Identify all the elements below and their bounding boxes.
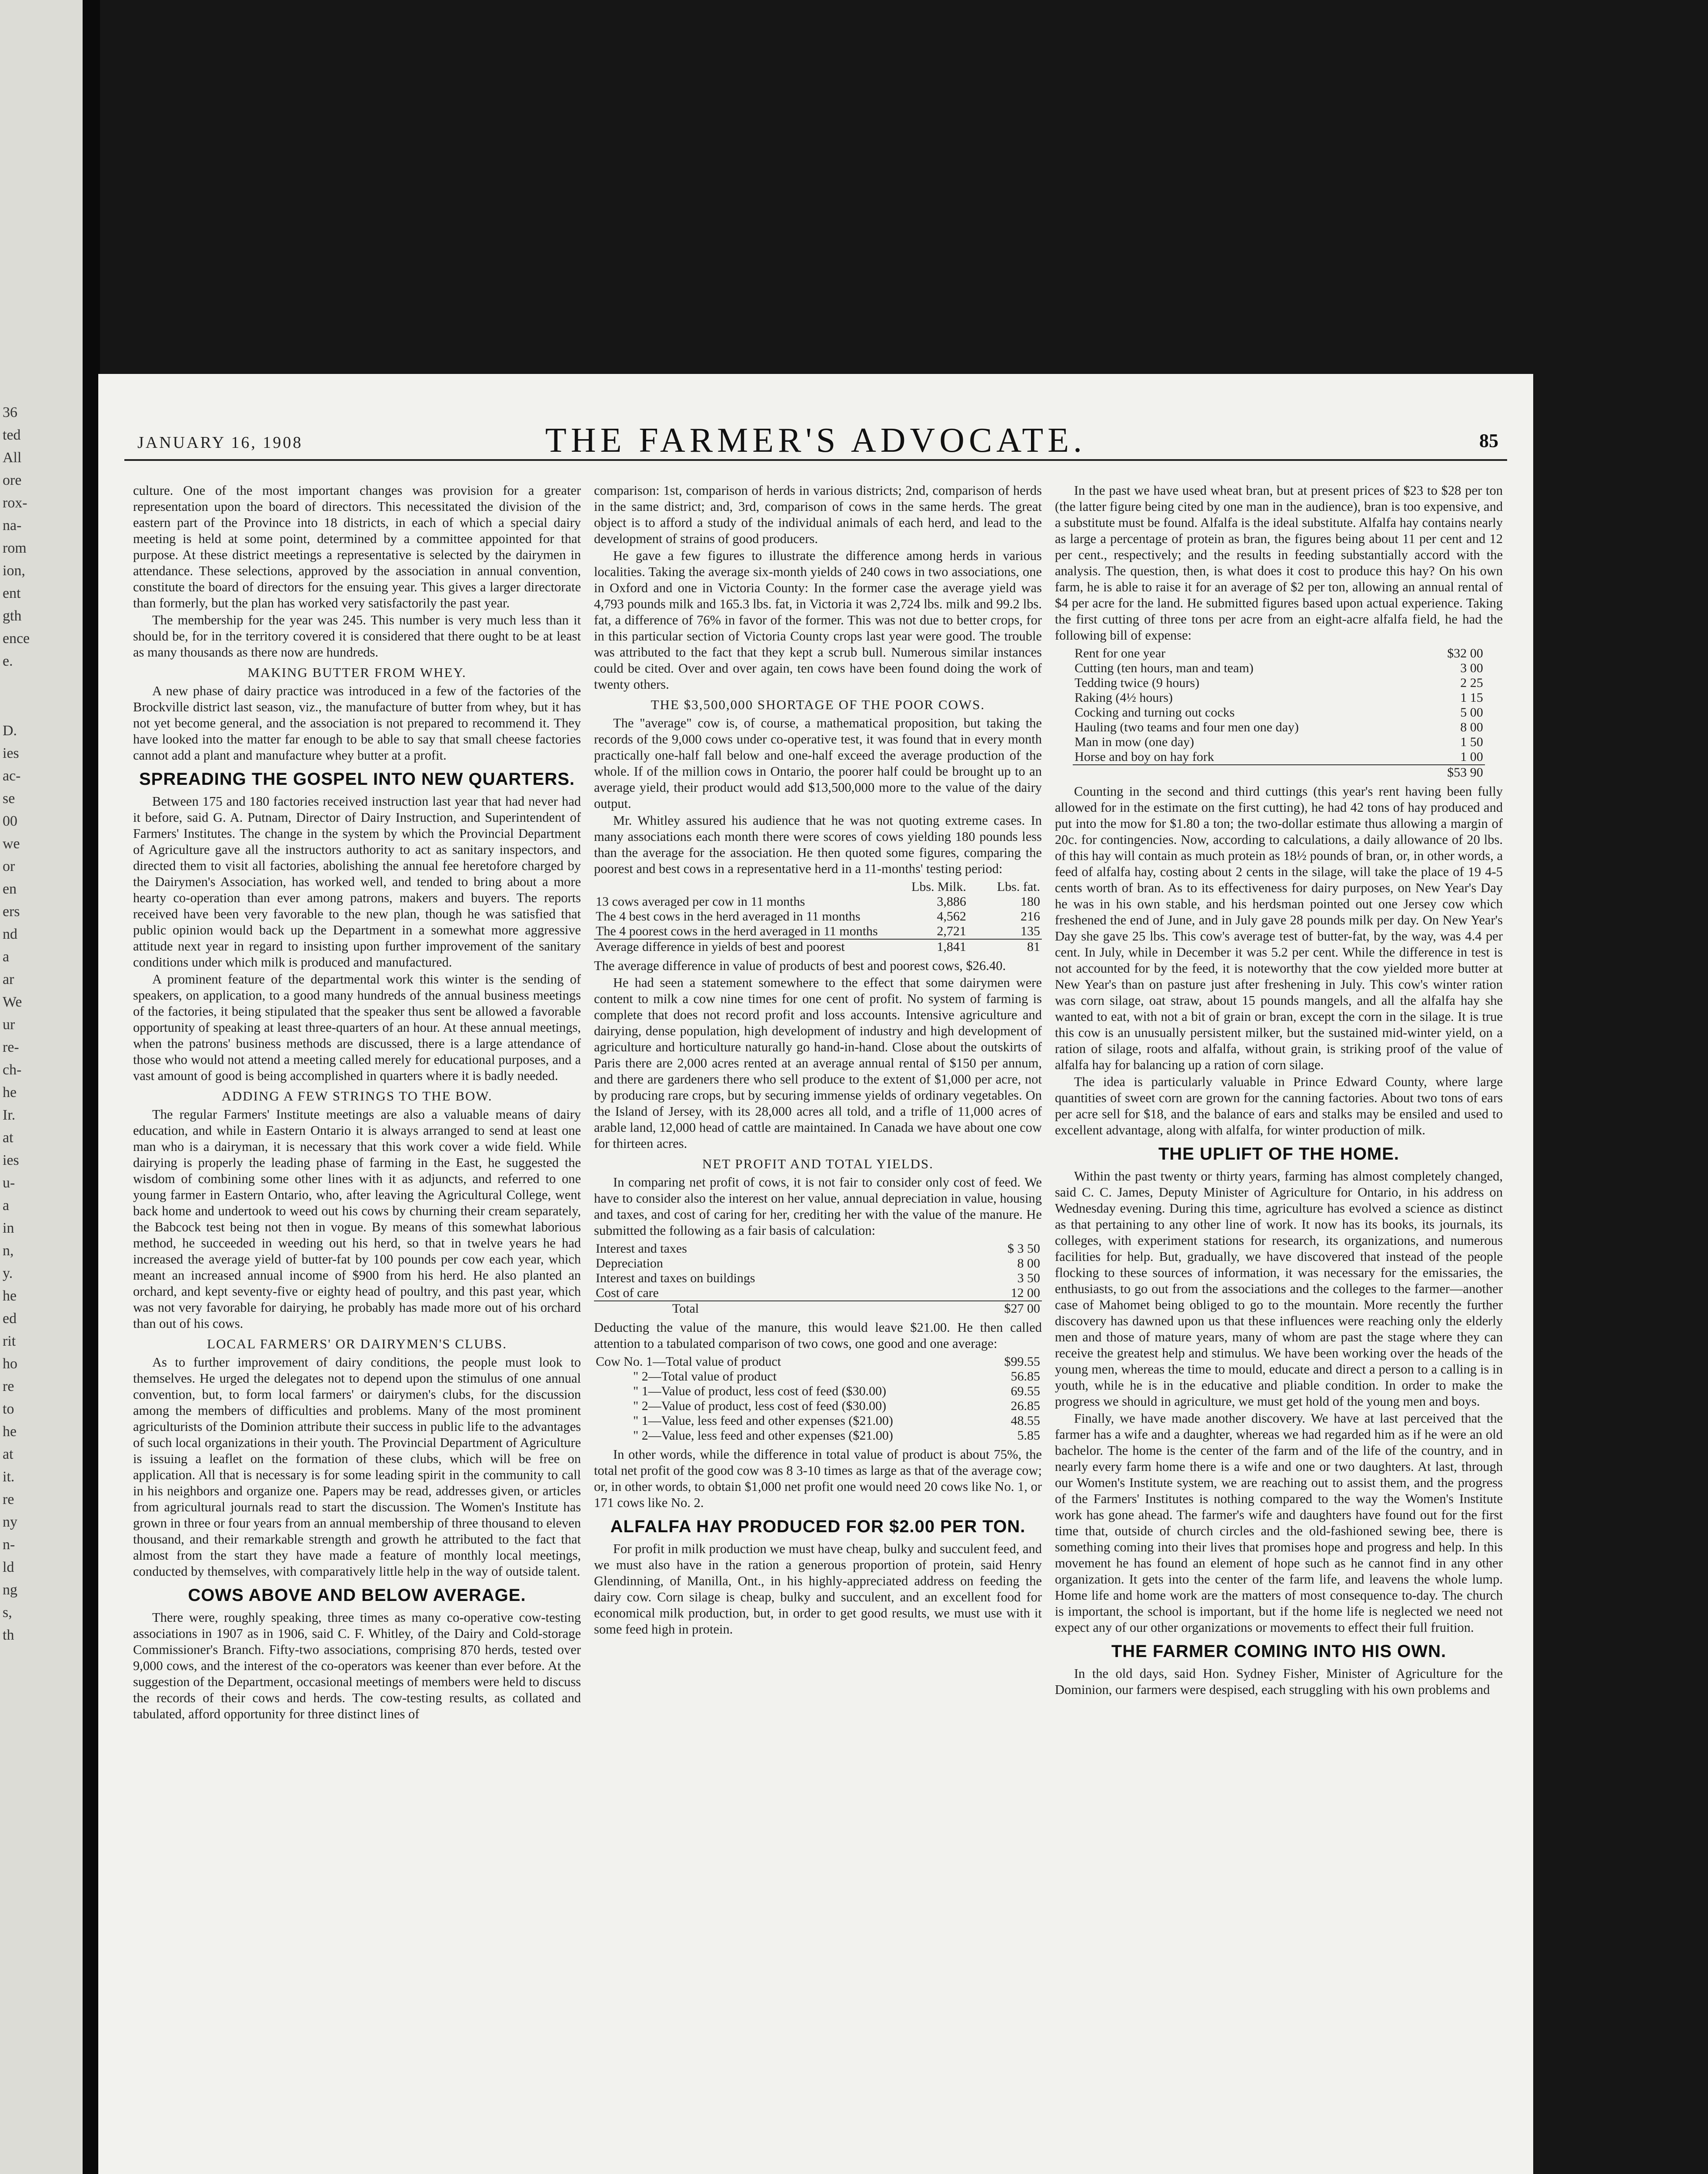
table-row	[594, 1399, 1042, 1414]
table-row	[594, 924, 1042, 939]
row-value: 2 25	[1460, 676, 1483, 690]
paragraph: Deducting the value of the manure, this would leave $21.00. He then called attention to a tabulated comparison of two cows, one good and one average:	[594, 1320, 1042, 1351]
table-row	[1073, 676, 1485, 690]
previous-page-fragment: he	[3, 1084, 17, 1100]
section-heading: SPREADING THE GOSPEL INTO NEW QUARTERS.	[139, 770, 575, 789]
previous-page-fragment: 00	[3, 813, 17, 829]
previous-page-fragment: ion,	[3, 563, 25, 579]
previous-page-fragment: e.	[3, 653, 13, 669]
row-label: " 1—Value of product, less cost of feed ($30.00)	[633, 1384, 887, 1398]
section-heading: THE FARMER COMING INTO HIS OWN.	[1111, 1642, 1447, 1661]
paragraph: Within the past twenty or thirty years, farming has almost completely changed, said C. C. James, Deputy Minister of Agriculture for Ontario, in his address on Wednesday evening. During this time, agriculture has evolved a science as distinct as that pertaining to any other line of work. It now has its books, its journals, its colleges, with experiment stations for research, its organizations, and numerous facilities for help. But, gradually, we have discovered that instead of the people flocking to these sources of information, it was necessary for the emissaries, the enthusiasts, to go out from the associations and the colleges to the farmer—another case of Mahomet being obliged to go to the mountain. More recently the further discovery has dawned upon us that these influences were reaching only the elderly men and those of mature years, many of whom are past the stage where they can receive the greatest help and stimulus. We have been working over the heads of the young men, whereas the time to mould, educate and direct a person to a calling is in youth, while he is in the educative and pliable condition. In order to make the progress we should in agriculture, we must get hold of the young men and boys.	[1055, 1169, 1503, 1409]
table-row	[594, 909, 1042, 924]
previous-page-fragment: All	[3, 450, 22, 466]
page-header	[124, 413, 1507, 461]
table-row	[594, 939, 1042, 954]
previous-page-fragment: in	[3, 1220, 14, 1236]
previous-page-fragment: ch-	[3, 1062, 22, 1078]
cost-table	[594, 1241, 1042, 1316]
table-row	[594, 1241, 1042, 1256]
column-3	[1055, 483, 1503, 2174]
previous-page-fragment: we	[3, 836, 20, 852]
fat-value: 216	[1021, 909, 1040, 924]
previous-page-fragment: a	[3, 1197, 10, 1214]
subheading: ADDING A FEW STRINGS TO THE BOW.	[221, 1088, 493, 1104]
previous-page-fragment: re	[3, 1378, 14, 1394]
row-label: Rent for one year	[1074, 646, 1166, 660]
milk-yield-table	[594, 880, 1042, 954]
previous-page-fragment: ho	[3, 1356, 17, 1372]
previous-page-fragment: rit	[3, 1333, 16, 1349]
row-label: Cocking and turning out cocks	[1074, 705, 1235, 720]
previous-page-fragment: to	[3, 1401, 14, 1417]
paragraph: In other words, while the difference in total value of product is about 75%, the total net profit of the good cow was 8 3-10 times as large as that of the average cow; or, in other words, to obtain $1,000 net profit one would need 20 cows like No. 1, or 171 cows like No. 2.	[594, 1447, 1042, 1510]
previous-page-fragment: it.	[3, 1469, 15, 1485]
row-value: 5.85	[1017, 1428, 1040, 1443]
binding-gutter	[83, 0, 100, 2174]
row-label: Raking (4½ hours)	[1074, 690, 1173, 705]
table-row	[594, 1369, 1042, 1384]
previous-page-fragment: 36	[3, 404, 17, 420]
previous-page-fragment: ore	[3, 472, 22, 488]
previous-page-fragment: at	[3, 1446, 13, 1462]
running-date: JANUARY 16, 1908	[137, 433, 303, 452]
row-label: " 2—Value, less feed and other expenses ($21.00)	[633, 1428, 893, 1443]
masthead-title: THE FARMER'S ADVOCATE.	[545, 421, 1087, 460]
milk-value: 1,841	[894, 939, 968, 954]
table-row	[1073, 690, 1485, 705]
row-value: 1 15	[1460, 690, 1483, 705]
previous-page-fragment: ers	[3, 904, 20, 920]
row-value: 1 50	[1460, 735, 1483, 749]
milk-value: 4,562	[937, 909, 966, 924]
previous-page-fragment: n-	[3, 1537, 15, 1553]
total-value: $53 90	[1411, 765, 1485, 780]
table-row	[594, 1256, 1042, 1271]
row-value: 8 00	[1460, 720, 1483, 734]
previous-page-fragment: ng	[3, 1582, 17, 1598]
table-row	[594, 1384, 1042, 1399]
table-row	[1073, 646, 1485, 661]
table-row	[594, 1414, 1042, 1428]
row-label: Interest and taxes	[596, 1241, 687, 1256]
paragraph: Finally, we have made another discovery. We have at last perceived that the farmer has a wife and a daughter, whereas we had regarded him as if he were an old bachelor. The home is the center of the farm and of the life of the country, and in nearly every farm home there is a wife and one or two daughters. At last, through our Women's Institute system, we are reaching out to assist them, and the progress of the Farmers' Institutes is nothing compared to the way the Women's Institute work has gone ahead. The farmer's wife and daughters have found out for the first time that, outside of church circles and the old-fashioned sewing bee, there is something coming into their lives that promises hope and progress and help. In this movement he has found an element of hope such as he cannot find in any other organization. It gets into the center of the farm life, and leavens the whole lump. Home life and home work are the matters of most consequence to-day. The church is important, the school is important, but if the home life is neglected we need not expect any of our other organizations or movements to effect their full fruition.	[1055, 1411, 1503, 1635]
previous-page-fragment: y.	[3, 1265, 13, 1281]
previous-page-fragment: or	[3, 858, 15, 874]
paragraph: As to further improvement of dairy conditions, the people must look to themselves. He urged the delegates not to depend upon the stimulus of one annual convention, but, to form local farmers' or dairymen's clubs, for the discussion among the members of difficulties and problems. Many of the most prominent agriculturists of the Dominion attribute their success in public life to the advantages of such local organizations in their youth. The Provincial Department of Agriculture is issuing a leaflet on the formation of these clubs, which will be free on application. All that is necessary is for some leading spirit in the community to call in his neighbors and organize one. Papers may be read, addresses given, or articles from agricultural journals read to start the discussion. The Women's Institute has grown in three or four years from an annual membership of three thousand to eleven thousand, and their remarkable strength and growth he attributed to the fact that almost from the start they have made a feature of monthly local meetings, conducted by themselves, with comparatively little help in the way of outside talent.	[133, 1355, 581, 1579]
paragraph: Mr. Whitley assured his audience that he was not quoting extreme cases. In many associations each month there were scores of cows yielding 180 pounds less than the average for the association. He then quoted some figures, comparing the poorest and best cows in a representative herd in a 11-months' testing period:	[594, 813, 1042, 876]
previous-page-fragment: ld	[3, 1559, 14, 1575]
row-value: $32 00	[1447, 646, 1483, 660]
row-value: 8 00	[1017, 1256, 1040, 1270]
paragraph: A new phase of dairy practice was introduced in a few of the factories of the Brockville district last season, viz., the manufacture of butter from whey, but it has not yet become general, and the association is not prepared to recommend it. They have looked into the matter far enough to be able to say that small cheese factories cannot add a plant and manufacture whey butter at a profit.	[133, 684, 581, 763]
previous-page-fragment: ur	[3, 1017, 15, 1033]
table-row	[1073, 720, 1485, 735]
row-value: 12 00	[1011, 1286, 1040, 1300]
cow-comparison-table	[594, 1354, 1042, 1443]
newspaper-page	[98, 374, 1533, 2174]
row-label: Cost of care	[596, 1286, 659, 1300]
row-label: The 4 poorest cows in the herd averaged in 11 months	[596, 924, 878, 938]
row-value: 69.55	[1011, 1384, 1040, 1398]
previous-page-fragment: ies	[3, 1152, 19, 1168]
row-label: The 4 best cows in the herd averaged in 11 months	[596, 909, 861, 924]
previous-page-fragment: rom	[3, 540, 27, 556]
previous-page-fragment: nd	[3, 926, 17, 942]
expense-table	[1073, 646, 1485, 780]
column-header: Lbs. fat.	[997, 880, 1040, 894]
row-label: " 2—Value of product, less cost of feed ($30.00)	[633, 1399, 887, 1413]
paragraph: He gave a few figures to illustrate the difference among herds in various localities. Taking the average six-month yields of 240 cows in two associations, one in Oxford and one in Victoria County: In the former case the average yield was 4,793 pounds milk and 165.3 lbs. fat, in Victoria it was 2,724 lbs. milk and 99.2 lbs. fat, a difference of 76% in favor of the former. This was not due to better crops, for in this particular section of Victoria County crops last year were good. The trouble was attributed to the fact that they kept a scrub bull. Numerous similar instances could be cited. Over and over again, ten cows have been found doing the work of twenty others.	[594, 548, 1042, 692]
row-label: Cow No. 1—Total value of product	[596, 1354, 781, 1369]
fat-value: 81	[968, 939, 1042, 954]
previous-page-fragment: rox-	[3, 495, 27, 511]
table-row	[594, 1286, 1042, 1301]
previous-page-fragment: ar	[3, 971, 14, 987]
paragraph: The average difference in value of products of best and poorest cows, $26.40.	[594, 958, 1006, 973]
row-label: Average difference in yields of best and poorest	[594, 939, 894, 954]
previous-page-fragment: ence	[3, 630, 30, 647]
column-2	[594, 483, 1042, 2174]
paragraph: Between 175 and 180 factories received instruction last year that had never had it before, said G. A. Putnam, Director of Dairy Instruction, and Superintendent of Farmers' Institutes. The change in the system by which the Provincial Department of Agriculture gave all the instructors authority to act as sanitary inspectors, and directed them to visit all factories, abolishing the annual fee heretofore charged by the Dairymen's Association, has worked well, and tended to bring about a more hearty co-operation than ever among patrons, makers and buyers. The reports received have been very favorable to the new plan, though he was satisfied that public opinion would back up the Department in a somewhat more aggressive attitude next year in regard to insisting upon further improvement of the sanitary conditions under which milk is produced and manufactured.	[133, 794, 581, 970]
table-row	[594, 1271, 1042, 1286]
previous-page-fragment: re-	[3, 1039, 19, 1055]
total-label: Total	[594, 1301, 968, 1316]
subheading: MAKING BUTTER FROM WHEY.	[247, 665, 467, 680]
previous-page-fragment: ny	[3, 1514, 17, 1530]
previous-page-fragment: ted	[3, 427, 21, 443]
row-value: $ 3 50	[1007, 1241, 1040, 1256]
paragraph: A prominent feature of the departmental work this winter is the sending of speakers, on application, to a good many hundreds of the annual business meetings of the factories, it being stipulated that the speaker thus sent be allowed a favorable opportunity of speaking at least three-quarters of an hour. At these annual meetings, when the patrons' business methods are discussed, there is a large attendance of those who would not attend a meeting called merely for educational purposes, and a vast amount of good is being accomplished in quarters where it is badly needed.	[133, 972, 581, 1083]
previous-page-fragment: th	[3, 1627, 14, 1643]
previous-page-fragment: ed	[3, 1310, 17, 1327]
paragraph: In comparing net profit of cows, it is not fair to consider only cost of feed. We have to consider also the interest on her value, annual depreciation in value, housing and taxes, and cost of caring for her, crediting her with the value of the manure. He submitted the following as a fair basis of calculation:	[594, 1175, 1042, 1238]
row-label: Cutting (ten hours, man and team)	[1074, 661, 1254, 675]
row-value: $99.55	[1004, 1354, 1040, 1369]
table-row	[594, 1428, 1042, 1443]
previous-page-fragment: gth	[3, 608, 22, 624]
row-value: 56.85	[1011, 1369, 1040, 1384]
row-value: 5 00	[1460, 705, 1483, 720]
paragraph: The idea is particularly valuable in Prince Edward County, where large quantities of sweet corn are grown for the canning factories. About two tons of ears per acre sell for $18, and the balance of ears and stalks may be ensiled and used to excellent advantage, along with alfalfa, for winter production of milk.	[1055, 1074, 1503, 1137]
row-label: " 1—Value, less feed and other expenses ($21.00)	[633, 1414, 893, 1428]
table-row	[1073, 705, 1485, 720]
fat-value: 135	[1021, 924, 1040, 938]
table-row	[594, 894, 1042, 909]
previous-page-fragment: re	[3, 1491, 14, 1507]
paragraph: culture. One of the most important changes was provision for a greater representation upon the board of directors. This necessitated the division of the eastern part of the Province into 18 districts, in each of which a special dairy meeting is held at some point, determined by a committee appointed for that purpose. At these district meetings a representative is selected by the dairymen in attendance. These selections, approved by the association in annual convention, constitute the board of directors for the ensuing year. This gives a larger directorate than formerly, but the plan has worked very satisfactorily the past year.	[133, 483, 581, 610]
paragraph: In the past we have used wheat bran, but at present prices of $23 to $28 per ton (the latter figure being cited by one man in the audience), bran is too expensive, and a substitute must be found. Alfalfa is the ideal substitute. Alfalfa hay contains nearly as large a percentage of protein as bran, the figures being about 11 per cent and 12 per cent., respectively; and the results in feeding substantially accord with the analysis. The question, then, is what does it cost to produce this hay? On his own farm, he is able to raise it for an average of $2 per ton, allowing an annual rental of $4 per acre for the land. He submitted figures based upon actual experience. Taking the first cutting of three tons per acre from an eight-acre alfalfa field, he had the following bill of expense:	[1055, 483, 1503, 643]
paragraph: comparison: 1st, comparison of herds in various districts; 2nd, comparison of herds in the same district; and, 3rd, comparison of cows in the same herds. The great object is to afford a study of the individual animals of each herd, and lead to the development of strains of good producers.	[594, 483, 1042, 546]
row-label: Hauling (two teams and four men one day)	[1074, 720, 1299, 734]
previous-page-fragment: n,	[3, 1243, 14, 1259]
previous-page-fragment: ies	[3, 745, 19, 761]
paragraph: There were, roughly speaking, three times as many co-operative cow-testing associations in 1907 as in 1906, said C. F. Whitley, of the Dairy and Cold-storage Commissioner's Branch. Fifty-two associations, comprising 870 herds, tested over 9,000 cows, and the interest of the co-operators was keener than ever before. At the suggestion of the Department, occasional meetings of members were held to discuss the records of their cows and herds. The cow-testing results, as collated and tabulated, afford opportunity for three distinct lines of	[133, 1610, 581, 1721]
column-1	[133, 483, 581, 2174]
previous-page-fragment: We	[3, 994, 22, 1010]
row-label: 13 cows averaged per cow in 11 months	[596, 894, 805, 909]
table-row	[594, 1354, 1042, 1369]
previous-page-fragment: at	[3, 1130, 13, 1146]
row-value: 1 00	[1460, 750, 1483, 764]
previous-page-fragment: Ir.	[3, 1107, 16, 1123]
row-value: 26.85	[1011, 1399, 1040, 1413]
previous-page-fragment: he	[3, 1424, 17, 1440]
paragraph: The "average" cow is, of course, a mathematical proposition, but taking the records of the 9,000 cows under co-operative test, it was found that in every month practically one-half fall below and one-half exceed the average production of the whole. If of the million cows in Ontario, the poorer half could be brought up to an average yield, their product would add $13,500,000 more to the value of the dairy output.	[594, 716, 1042, 811]
row-label: Depreciation	[596, 1256, 663, 1270]
previous-page-fragment: na-	[3, 517, 22, 533]
previous-page-fragment: ent	[3, 585, 21, 601]
previous-page-fragment: en	[3, 881, 17, 897]
row-value: 3 00	[1460, 661, 1483, 675]
previous-page-fragment: he	[3, 1288, 17, 1304]
table-total-row	[594, 1301, 1042, 1316]
row-label: Interest and taxes on buildings	[596, 1271, 755, 1285]
paragraph: The regular Farmers' Institute meetings are also a valuable means of dairy education, and while in Eastern Ontario it is always arranged to send at least one man who is a dairyman, it is necessary that this work cover a wide field. While dairying is properly the leading phase of farming in the East, he suggested the wisdom of combining some other lines with it as adjuncts, and referred to one young farmer in Eastern Ontario, who, after leaving the Agricultural College, went back home and undertook to weed out his cows by churning their cream separately, the Babcock test being not then in vogue. By means of this somewhat laborious method, he succeeded in weeding out his herd, so that in twelve years he had increased the average yield of butter-fat by 100 pounds per cow each year, which meant an increased annual income of $900 from his herd. He also planted an orchard, and kept seventy-five or eighty head of poultry, and this past year, which was not very favorable for dairying, he probably has made more out of his orchard than out of his cows.	[133, 1107, 581, 1331]
paragraph: The membership for the year was 245. This number is very much less than it should be, for in the territory covered it is considered that there ought to be at least as many thousands as there now are hundreds.	[133, 613, 581, 660]
fat-value: 180	[1021, 894, 1040, 909]
paragraph: Counting in the second and third cuttings (this year's rent having been fully allowed for in the estimate on the first cutting), he had 42 tons of hay produced and put into the mow for $1.80 a ton; the two-dollar estimate thus allowing a margin of 20c. for contingencies. Now, according to calculations, a daily allowance of 20 lbs. of this hay will contain as much protein as 18½ pounds of bran, or, in other words, a feed of alfalfa hay, costing about 2 cents in the silage, will take the place of 19 4-5 cents worth of bran. As to its effectiveness for dairy purposes, on New Year's Day he was in his own stable, and his herdsman pointed out one Jersey cow which freshened the end of June, and in July gave 28 pounds milk per day. On New Year's Day she gave 25 lbs. This cow's average test of butter-fat, by the way, was 4.4 per cent. In July, while in December it was 5.2 per cent. While the difference in test is not accounted for by the feed, it is noteworthy that the cow yielded more butter at New Year's than on pasture just after freshening in July. This cow's winter ration was corn silage, oat straw, about 15 pounds mangels, and all the alfalfa hay she wanted to eat, with not a bit of grain or bran, except the corn in the silage. It is true this cow is an unusually persistent milker, but the sustained mid-winter yield, on a ration of silage, roots and alfalfa, without grain, is striking proof of the value of alfalfa hay for balancing up a ration of corn silage.	[1055, 784, 1503, 1072]
table-row	[1073, 735, 1485, 750]
column-header: Lbs. Milk.	[911, 880, 966, 894]
previous-page-edge	[0, 0, 83, 2174]
subheading: NET PROFIT AND TOTAL YIELDS.	[702, 1156, 934, 1171]
paragraph: In the old days, said Hon. Sydney Fisher, Minister of Agriculture for the Dominion, our farmers were despised, each struggling with his own problems and	[1055, 1666, 1503, 1697]
row-value: 3 50	[1017, 1271, 1040, 1285]
milk-value: 2,721	[937, 924, 966, 938]
previous-page-fragment: u-	[3, 1175, 15, 1191]
subheading: LOCAL FARMERS' OR DAIRYMEN'S CLUBS.	[207, 1336, 507, 1351]
row-label: Horse and boy on hay fork	[1074, 750, 1214, 764]
previous-page-fragment: D.	[3, 723, 17, 739]
total-value: $27 00	[968, 1301, 1042, 1316]
section-heading: THE UPLIFT OF THE HOME.	[1158, 1144, 1400, 1164]
subheading: THE $3,500,000 SHORTAGE OF THE POOR COWS.	[651, 697, 985, 712]
page-number: 85	[1479, 430, 1498, 451]
paragraph: He had seen a statement somewhere to the effect that some dairymen were content to milk a cow nine times for one cent of profit. No system of farming is complete that does not record profit and loss accounts. Intensive agriculture and dairying, dense population, high development of industry and high development of agriculture and horticulture naturally go hand-in-hand. Close about the outskirts of Paris there are 2,000 acres rented at an average annual rental of $150 per annum, and there are gardeners there who sell produce to the extent of $1,000 per acre, not by producing rare crops, but by securing immense yields of ordinary vegetables. On the Island of Jersey, with its 28,000 acres all told, and a trifle of 11,000 acres of arable land, 12,000 head of cattle are maintained. In Canada we have about one cow for thirteen acres.	[594, 975, 1042, 1151]
row-label: Man in mow (one day)	[1074, 735, 1194, 749]
table-row	[1073, 661, 1485, 676]
table-row	[1073, 750, 1485, 765]
previous-page-fragment: ac-	[3, 768, 21, 784]
section-heading: COWS ABOVE AND BELOW AVERAGE.	[188, 1586, 526, 1605]
milk-value: 3,886	[937, 894, 966, 909]
row-label: Tedding twice (9 hours)	[1074, 676, 1200, 690]
section-heading: ALFALFA HAY PRODUCED FOR $2.00 PER TON.	[610, 1517, 1026, 1536]
paragraph: For profit in milk production we must have cheap, bulky and succulent feed, and we must also have in the ration a generous proportion of protein, said Henry Glendinning, of Manilla, Ont., in his highly-appreciated address on feeding the dairy cow. Corn silage is cheap, bulky and succulent, and an excellent food for economical milk production, but, in order to get good results, we must use with it some feed high in protein.	[594, 1541, 1042, 1637]
row-value: 48.55	[1011, 1414, 1040, 1428]
table-total-row	[1073, 765, 1485, 780]
previous-page-fragment: s,	[3, 1604, 12, 1620]
previous-page-fragment: a	[3, 949, 10, 965]
previous-page-fragment: se	[3, 790, 15, 807]
row-label: " 2—Total value of product	[633, 1369, 777, 1384]
